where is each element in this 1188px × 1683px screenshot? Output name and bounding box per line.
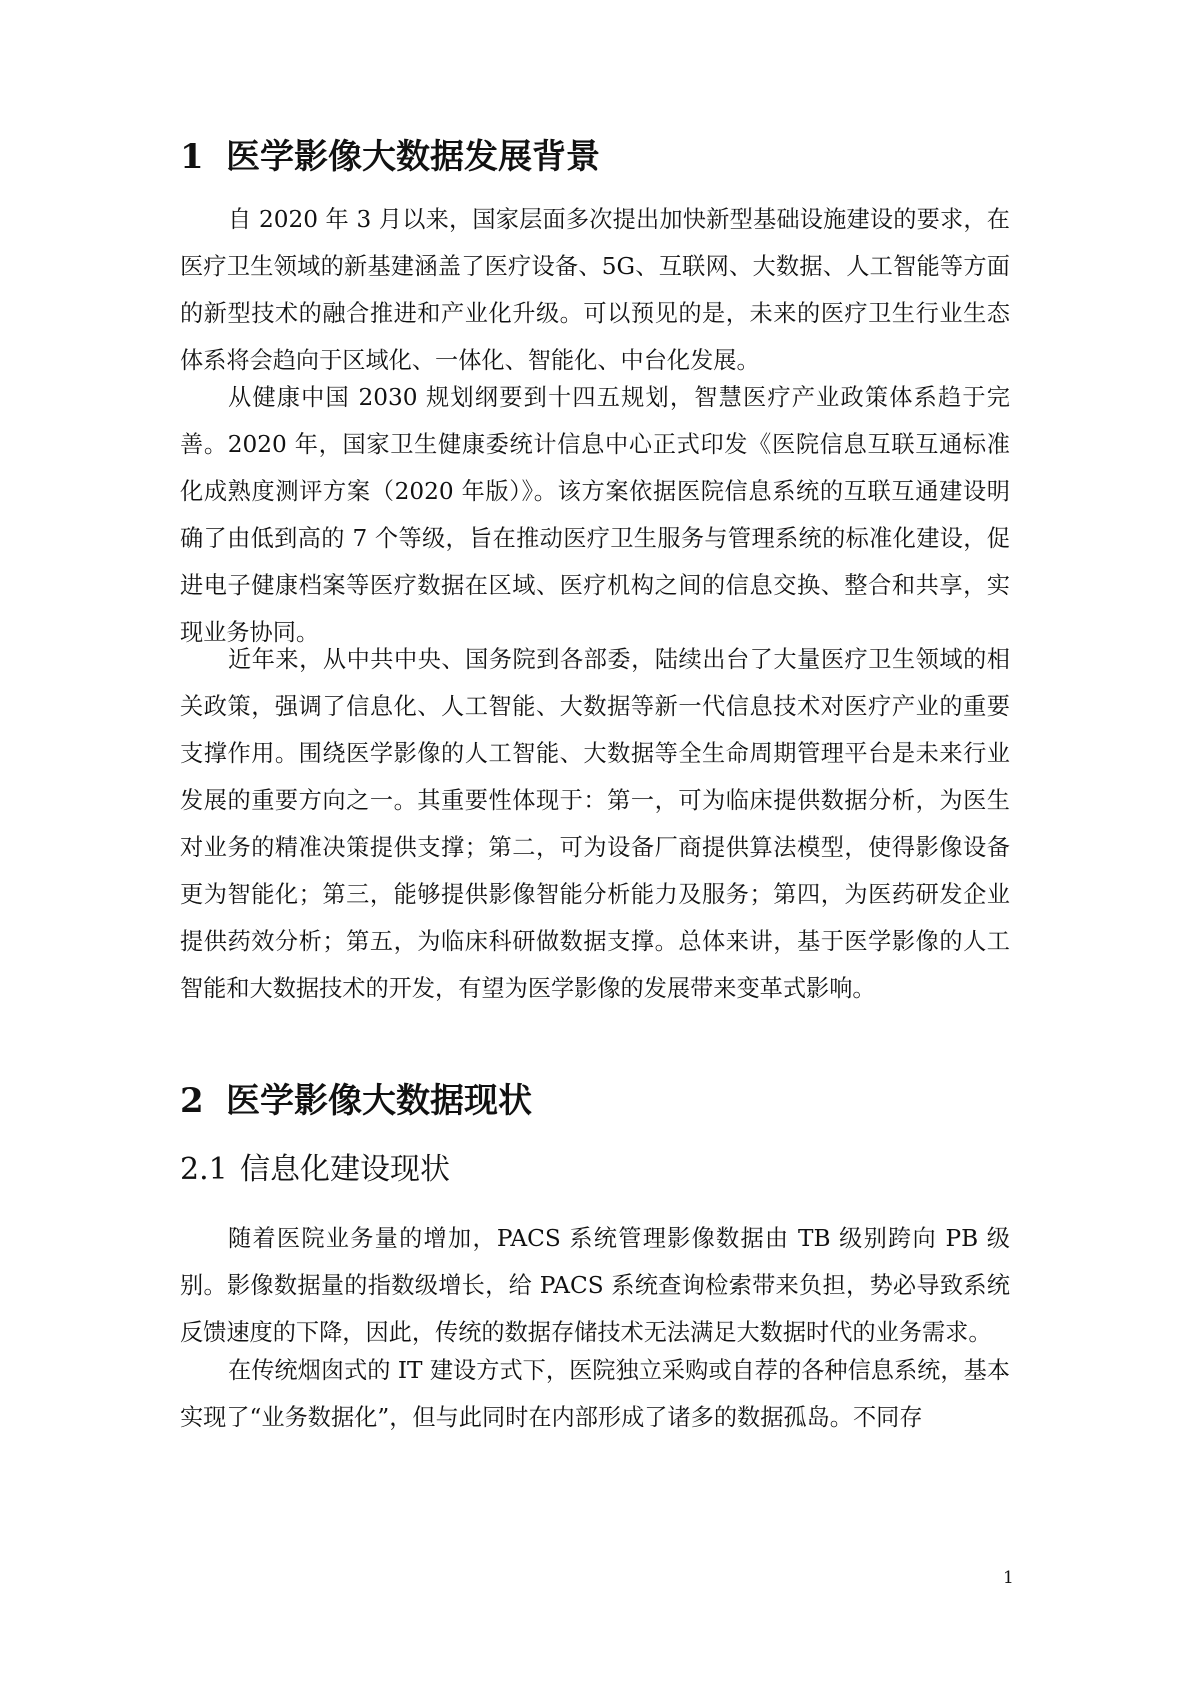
section-title: 医学影像大数据发展背景	[226, 137, 600, 177]
body-paragraph: 随着医院业务量的增加，PACS 系统管理影像数据由 TB 级别跨向 PB 级别。影像数据量的指数级增长，给 PACS 系统查询检索带来负担，势必导致系统反馈速度的下降，因此，传统的数据存储技术无法满足大数据时代的业务需求。	[180, 1225, 1010, 1346]
subsection-heading	[180, 1152, 450, 1188]
body-paragraph: 从健康中国 2030 规划纲要到十四五规划，智慧医疗产业政策体系趋于完善。2020 年，国家卫生健康委统计信息中心正式印发《医院信息互联互通标准化成熟度测评方案（2020 年版）》。该方案依据医院信息系统的互联互通建设明确了由低到高的 7 个等级，旨在推动医疗卫生服务与管理系统的标准化建设，促进电子健康档案等医疗数据在区域、医疗机构之间的信息交换、整合和共享，实现业务协同。	[180, 384, 1010, 646]
body-paragraph: 在传统烟囱式的 IT 建设方式下，医院独立采购或自荐的各种信息系统，基本实现了“业务数据化”，但与此同时在内部形成了诸多的数据孤岛。不同存	[180, 1357, 1010, 1431]
subsection-number: 2.1	[180, 1152, 228, 1187]
section-number: 1	[180, 137, 204, 177]
page-number: 1	[1003, 1568, 1014, 1588]
section-heading	[180, 137, 600, 177]
section-number: 2	[180, 1081, 204, 1121]
body-paragraph: 近年来，从中共中央、国务院到各部委，陆续出台了大量医疗卫生领域的相关政策，强调了信息化、人工智能、大数据等新一代信息技术对医疗产业的重要支撑作用。围绕医学影像的人工智能、大数据等全生命周期管理平台是未来行业发展的重要方向之一。其重要性体现于：第一，可为临床提供数据分析，为医生对业务的精准决策提供支撑；第二，可为设备厂商提供算法模型，使得影像设备更为智能化；第三，能够提供影像智能分析能力及服务；第四，为医药研发企业提供药效分析；第五，为临床科研做数据支撑。总体来讲，基于医学影像的人工智能和大数据技术的开发，有望为医学影像的发展带来变革式影响。	[180, 646, 1010, 1002]
section-title: 医学影像大数据现状	[226, 1081, 532, 1121]
subsection-title: 信息化建设现状	[240, 1152, 450, 1187]
section-heading	[180, 1081, 532, 1121]
body-paragraph: 自 2020 年 3 月以来，国家层面多次提出加快新型基础设施建设的要求，在医疗卫生领域的新基建涵盖了医疗设备、5G、互联网、大数据、人工智能等方面的新型技术的融合推进和产业化升级。可以预见的是，未来的医疗卫生行业生态体系将会趋向于区域化、一体化、智能化、中台化发展。	[180, 206, 1010, 374]
